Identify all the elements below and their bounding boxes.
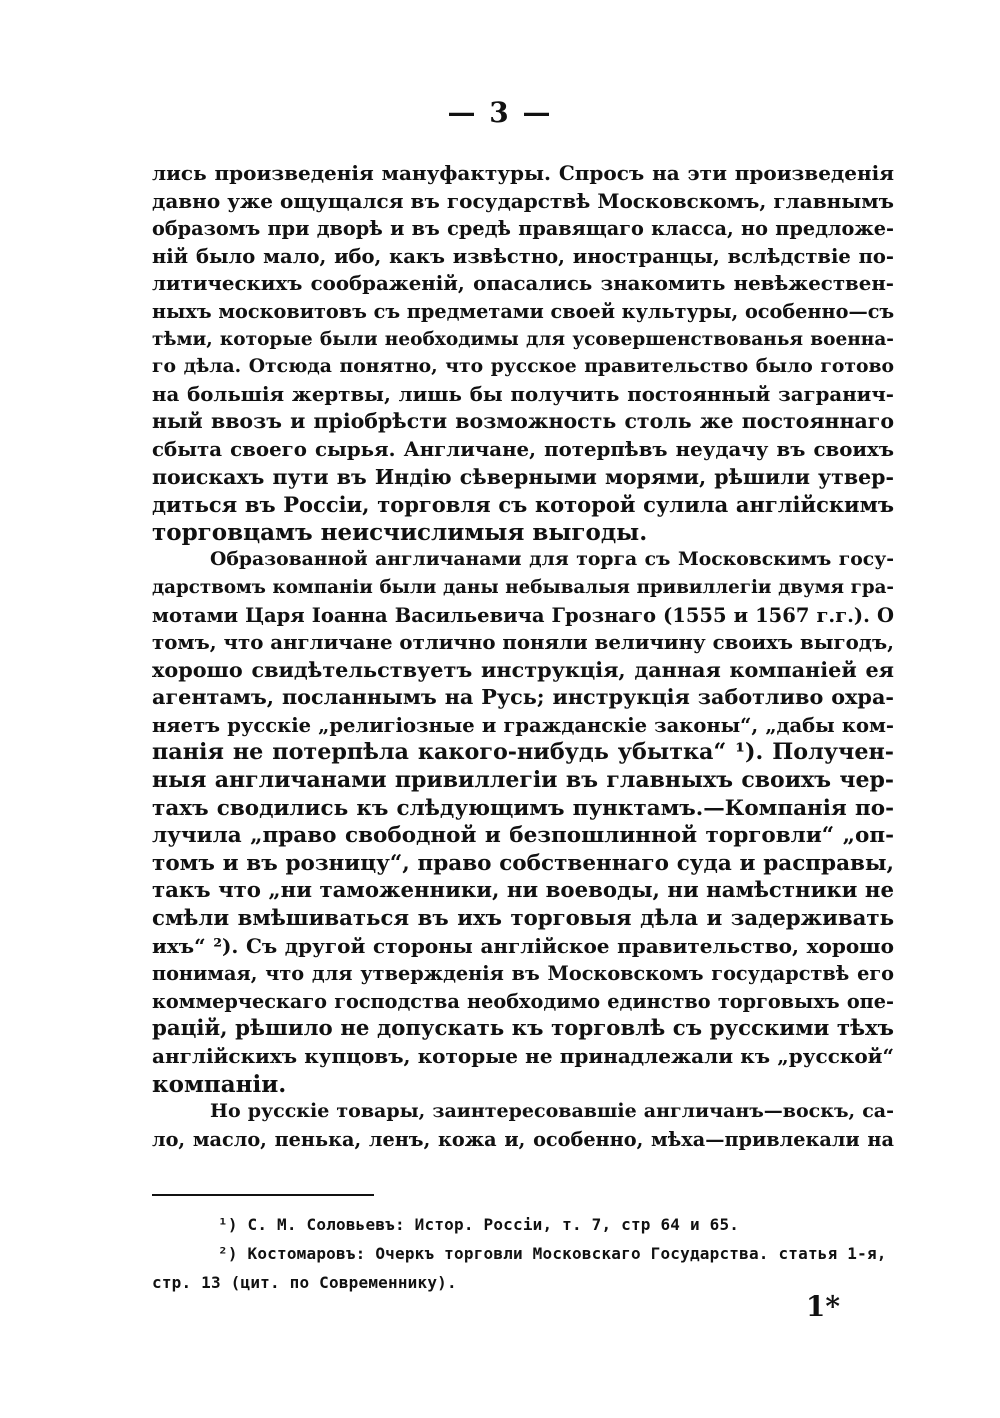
text-line: на большія жертвы, лишь бы получить постоянный загранич- (152, 381, 894, 406)
text-line: агентамъ, посланнымъ на Русь; инструкція заботливо охра- (152, 685, 894, 710)
paragraph-3 (152, 1098, 894, 1153)
text-line: такъ что „ни таможенники, ни воеводы, ни намѣстники не (152, 878, 894, 904)
text-line: давно уже ощущался въ государствѣ Московскомъ, главнымъ (152, 188, 894, 213)
text-line: смѣли вмѣшиваться въ ихъ торговыя дѣла и задерживать (152, 906, 894, 932)
text-line: панія не потерпѣла какого-нибудь убытка“ ¹). Получен- (152, 739, 894, 766)
footnote-2-continuation: стр. 13 (цит. по Современнику). (152, 1273, 457, 1292)
text-line: компаніи. (152, 1070, 287, 1098)
footnote-2: ²) Костомаровъ: Очеркъ торговли Московскаго Государства. статья 1-я, (218, 1244, 887, 1263)
text-line: понимая, что для утвержденія въ Московскомъ государствѣ его (152, 962, 894, 986)
page-number: — 3 — (447, 96, 553, 129)
text-line: рацій, рѣшило не допускать къ торговлѣ съ русскими тѣхъ (152, 1016, 894, 1042)
text-line: томъ и въ розницу“, право собственнаго суда и расправы, (152, 850, 894, 876)
text-line: сбыта своего сырья. Англичане, потерпѣвъ неудачу въ своихъ (152, 436, 894, 461)
text-line: англійскихъ купцовъ, которые не принадлежали къ „русской“ (152, 1044, 894, 1068)
text-line: тѣми, которые были необходимы для усовершенствованья военна- (152, 328, 894, 350)
text-line: го дѣла. Отсюда понятно, что русское правительство было готово (152, 355, 894, 378)
text-line: ныя англичанами привиллегіи въ главныхъ своихъ чер- (152, 767, 894, 794)
text-line: ло, масло, пенька, ленъ, кожа и, особенно, мѣха—привлекали на (152, 1127, 894, 1151)
text-line: коммерческаго господства необходимо единство торговыхъ опе- (152, 989, 894, 1013)
signature-mark: 1* (805, 1290, 840, 1323)
footnote-divider (152, 1194, 374, 1196)
text-line: литическихъ соображеній, опасались знакомить невѣжествен- (152, 271, 894, 296)
paragraph-2 (152, 546, 894, 1098)
text-line: ній было мало, ибо, какъ извѣстно, иностранцы, вслѣдствіе по- (152, 244, 894, 268)
text-line: Образованной англичанами для торга съ Московскимъ госу- (210, 548, 894, 571)
text-line: образомъ при дворѣ и въ средѣ правящаго класса, но предложе- (152, 217, 894, 241)
text-line: ныхъ московитовъ съ предметами своей культуры, особенно—съ (152, 299, 895, 323)
paragraph-1 (152, 160, 894, 546)
text-line: ихъ“ ²). Съ другой стороны англійское правительство, хорошо (152, 933, 894, 958)
text-line: лись произведенія мануфактуры. Спросъ на эти произведенія (152, 161, 894, 185)
text-line: хорошо свидѣтельствуетъ инструкція, данная компаніей ея (152, 657, 894, 682)
text-line: мотами Царя Іоанна Васильевича Грознаго (1555 и 1567 г.г.). О (152, 603, 894, 627)
text-line: няетъ русскіе „религіозные и гражданскіе законы“, „дабы ком- (152, 713, 894, 737)
text-line: лучила „право свободной и безпошлинной торговли“ „оп- (152, 823, 894, 849)
footnotes (152, 1210, 894, 1297)
text-line: томъ, что англичане отлично поняли величину своихъ выгодъ, (152, 630, 894, 655)
text-line: торговцамъ неисчислимыя выгоды. (152, 518, 648, 546)
footnote-1: ¹) С. М. Соловьевъ: Истор. Россіи, т. 7, стр 64 и 65. (218, 1215, 740, 1234)
text-line: дарствомъ компаніи были даны небывалыя привиллегіи двумя гра- (152, 576, 894, 598)
text-line: ный ввозъ и пріобрѣсти возможность столь же постояннаго (152, 409, 894, 434)
text-line: диться въ Россіи, торговля съ которой сулила англійскимъ (152, 492, 894, 518)
body-text (152, 160, 894, 1153)
text-line: Но русскіе товары, заинтересовавшіе англичанъ—воскъ, са- (210, 1100, 894, 1123)
text-line: поискахъ пути въ Индію сѣверными морями, рѣшили утвер- (152, 464, 894, 489)
text-line: тахъ сводились къ слѣдующимъ пунктамъ.—Компанія по- (152, 795, 894, 821)
